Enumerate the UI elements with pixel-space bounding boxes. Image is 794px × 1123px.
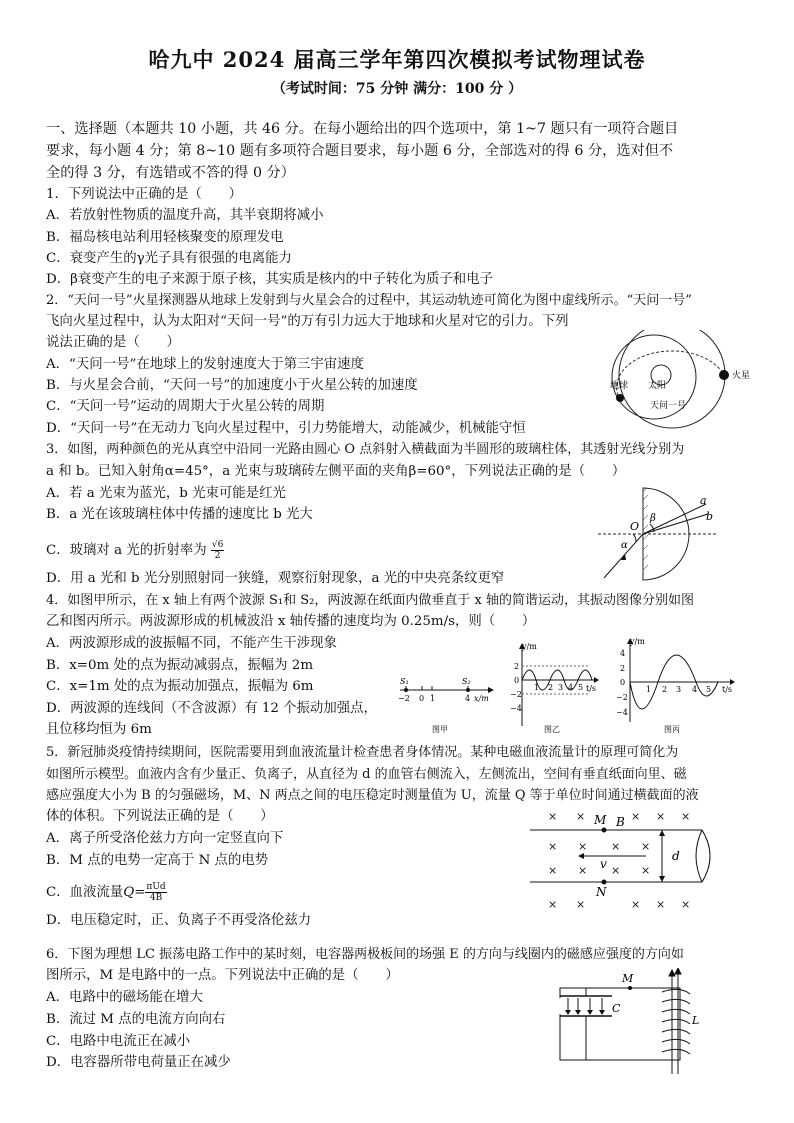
probe-label: 天问一号 bbox=[650, 401, 687, 411]
blood-flowmeter-figure bbox=[526, 810, 721, 916]
exam-subtitle: （考试时间：75 分钟 满分：100 分 ） bbox=[271, 81, 523, 97]
q2-option-c: C．“天问一号”运动的周期大于火星公转的周期 bbox=[46, 399, 325, 414]
q2-option-d: D．“天问一号”在无动力飞向火星过程中，引力势能增大，动能减少，机械能守恒 bbox=[46, 421, 526, 436]
q5-fraction-den: 4B bbox=[149, 893, 163, 903]
sun-label: 太阳 bbox=[648, 381, 667, 391]
svg-text:×: × bbox=[681, 810, 691, 823]
ylabel: y/m bbox=[630, 637, 645, 646]
q3-option-d: D．用 a 光和 b 光分别照射同一狭缝，观察衍射现象，a 光的中央亮条纹更窄 bbox=[46, 571, 505, 586]
q2-stem-line: 2．“天问一号”火星探测器从地球上发射到与火星会合的过程中，其运动轨迹可简化为图中虚线所示。“天问一号” bbox=[46, 293, 692, 308]
svg-text:×: × bbox=[548, 898, 558, 911]
q5-option-c: C．血液流量Q= πUd 4B bbox=[46, 882, 166, 903]
q4-option-b: B．x=0m 处的点为振动减弱点，振幅为 2m bbox=[46, 658, 314, 673]
ytick: −2 bbox=[510, 690, 522, 699]
tick-label: 1 bbox=[430, 694, 436, 703]
q6-stem-line: 图所示，M 是电路中的一点。下列说法中正确的是（ ） bbox=[46, 968, 399, 983]
xtick: 3 bbox=[676, 685, 682, 694]
xtick: 4 bbox=[692, 685, 698, 694]
mars-orbit bbox=[619, 330, 725, 428]
xtick: 2 bbox=[548, 683, 554, 692]
ylabel: y/m bbox=[522, 642, 537, 651]
svg-text:×: × bbox=[578, 864, 588, 877]
alpha-label: α bbox=[621, 540, 628, 551]
svg-text:×: × bbox=[631, 898, 641, 911]
xtick: 2 bbox=[662, 685, 668, 694]
q1-stem: 1．下列说法中正确的是（ ） bbox=[46, 187, 242, 202]
q5-fraction bbox=[145, 882, 166, 903]
caption-jia: 图甲 bbox=[432, 725, 448, 734]
ytick: −4 bbox=[616, 708, 628, 717]
exam-title: 哈九中 2024 届高三学年第四次模拟考试物理试卷 bbox=[148, 47, 646, 72]
svg-text:×: × bbox=[631, 810, 641, 823]
q2-option-a: A．“天问一号”在地球上的发射速度大于第三宇宙速度 bbox=[46, 357, 364, 372]
fig-yi bbox=[500, 640, 600, 736]
field-B-label: B bbox=[616, 815, 625, 829]
point-N-label: N bbox=[596, 885, 607, 899]
q6-stem-line: 6．下图为理想 LC 振荡电路工作中的某时刻，电容器两极板间的场强 E 的方向与线圈内的磁感应强度的方向如 bbox=[46, 947, 684, 962]
svg-text:×: × bbox=[548, 864, 558, 877]
q2-stem-line: 说法正确的是（ ） bbox=[46, 335, 180, 350]
ytick: 0 bbox=[620, 678, 626, 687]
xtick: 3 bbox=[558, 683, 564, 692]
tick-label: −2 bbox=[398, 694, 410, 703]
tick-label: 0 bbox=[419, 694, 425, 703]
q2-option-b: B．与火星会合前，“天问一号”的加速度小于火星公转的加速度 bbox=[46, 378, 418, 393]
q5-option-c-text: C．血液流量 bbox=[46, 885, 124, 900]
q6-option-a: A．电路中的磁场能在增大 bbox=[46, 990, 203, 1005]
q4-option-c: C．x=1m 处的点为振动加强点，振幅为 6m bbox=[46, 679, 314, 694]
svg-text:×: × bbox=[548, 810, 558, 823]
q6-option-c: C．电路中电流正在减小 bbox=[46, 1034, 191, 1049]
xtick: 4 bbox=[568, 683, 574, 692]
ytick: 2 bbox=[620, 664, 626, 673]
q5-stem-line: 如图所示模型。血液内含有少量正、负离子，从直径为 d 的血管右侧流入，左侧流出，空间有垂直纸面向里、磁 bbox=[46, 767, 687, 782]
q3-option-b: B．a 光在该玻璃柱体中传播的速度比 b 光大 bbox=[46, 507, 313, 522]
section-heading-line: 一、选择题（本题共 10 小题，共 46 分。在每小题给出的四个选项中，第 1~7 题只有一项符合题目 bbox=[46, 121, 679, 137]
xtick: 5 bbox=[706, 685, 712, 694]
xlabel: t/s bbox=[722, 685, 733, 694]
point-O-label: O bbox=[630, 520, 640, 533]
svg-text:×: × bbox=[611, 840, 621, 853]
q4-stem-line: 乙和图丙所示。两波源形成的机械波沿 x 轴传播的速度均为 0.25m/s，则（ ） bbox=[46, 614, 536, 629]
q5-stem-line: 5．新冠肺炎疫情持续期间，医院需要用到血液流量计检查患者身体情况。某种电磁血液流量计的原理可简化为 bbox=[46, 745, 679, 760]
ray-b-label: b bbox=[706, 510, 714, 523]
q3-fraction-num: √6 bbox=[211, 540, 224, 550]
caption-bing: 图丙 bbox=[664, 725, 680, 734]
q4-option-d-cont: 且位移均恒为 6m bbox=[46, 722, 152, 737]
ytick: 4 bbox=[620, 649, 626, 658]
svg-text:×: × bbox=[611, 864, 621, 877]
svg-text:×: × bbox=[641, 864, 651, 877]
svg-text:×: × bbox=[576, 810, 586, 823]
refraction-figure bbox=[588, 484, 728, 584]
fig-bing bbox=[608, 636, 738, 736]
svg-text:×: × bbox=[656, 810, 666, 823]
orbit-figure bbox=[606, 330, 756, 440]
ytick: 2 bbox=[514, 662, 520, 671]
svg-text:×: × bbox=[656, 898, 666, 911]
mars-label: 火星 bbox=[732, 371, 751, 381]
ytick: −4 bbox=[510, 704, 522, 713]
xtick: 5 bbox=[578, 683, 584, 692]
axis-label: x/m bbox=[474, 694, 489, 703]
caption-yi: 图乙 bbox=[544, 725, 560, 734]
mars-icon bbox=[719, 370, 729, 380]
section-heading-line: 全的得 3 分，有选错或不答的得 0 分） bbox=[46, 165, 295, 181]
diameter-d-label: d bbox=[672, 849, 680, 863]
fig-jia bbox=[396, 640, 496, 736]
beta-label: β bbox=[650, 513, 656, 524]
earth-icon bbox=[616, 394, 624, 402]
q6-option-d: D．电容器所带电荷量正在减少 bbox=[46, 1055, 231, 1070]
svg-text:×: × bbox=[548, 840, 558, 853]
q4-option-d: D．两波源的连线间（不含波源）有 12 个振动加强点， bbox=[46, 701, 377, 716]
svg-text:×: × bbox=[578, 840, 588, 853]
q1-option-a: A．若放射性物质的温度升高，其半衰期将减小 bbox=[46, 208, 324, 223]
q3-option-c-text: C．玻璃对 a 光的折射率为 bbox=[46, 543, 207, 558]
q3-fraction-den: 2 bbox=[214, 551, 221, 561]
q6-option-b: B．流过 M 点的电流方向向右 bbox=[46, 1012, 226, 1027]
q1-option-d: D．β衰变产生的电子来源于原子核，其实质是核内的中子转化为质子和电子 bbox=[46, 272, 493, 287]
q1-option-c: C．衰变产生的γ光子具有很强的电离能力 bbox=[46, 251, 292, 266]
ray-a-label: a bbox=[700, 494, 707, 507]
q5-stem-line: 感应强度大小为 B 的匀强磁场，M、N 两点之间的电压稳定时测量值为 U，流量 Q 等于单位时间通过横截面的液 bbox=[46, 788, 699, 803]
q1-option-b: B．福岛核电站利用轻核聚变的原理发电 bbox=[46, 230, 284, 245]
q5-stem-line: 体的体积。下列说法正确的是（ ） bbox=[46, 809, 274, 824]
xlabel: t/s bbox=[586, 684, 597, 693]
xtick: 1 bbox=[646, 685, 652, 694]
q3-option-a: A．若 a 光束为蓝光，b 光束可能是红光 bbox=[46, 486, 286, 501]
s1-label: S₁ bbox=[400, 677, 409, 686]
tick-label: 4 bbox=[465, 694, 471, 703]
velocity-v-label: v bbox=[600, 857, 607, 871]
q2-stem-line: 飞向火星过程中，认为太阳对“天问一号”的万有引力远大于地球和火星对它的引力。下列 bbox=[46, 314, 569, 329]
q4-option-a: A．两波源形成的波振幅不同，不能产生干涉现象 bbox=[46, 636, 337, 651]
lc-circuit-figure bbox=[550, 968, 710, 1080]
ytick: −2 bbox=[616, 693, 628, 702]
q3-stem-line: 3．如图，两种颜色的光从真空中沿同一光路由圆心 O 点斜射入横截面为半圆形的玻璃柱体，其透射光线分别为 bbox=[46, 442, 685, 457]
svg-text:×: × bbox=[681, 898, 691, 911]
s2-label: S₂ bbox=[462, 677, 471, 686]
point-M-label: M bbox=[622, 972, 634, 985]
q3-option-c bbox=[46, 540, 224, 561]
inductor-L-label: L bbox=[692, 1014, 700, 1027]
svg-text:×: × bbox=[576, 898, 586, 911]
section-heading-line: 要求，每小题 4 分；第 8~10 题有多项符合题目要求，每小题 6 分，全部选对的得 6 分，选对但不 bbox=[46, 143, 674, 159]
q5-option-b: B．M 点的电势一定高于 N 点的电势 bbox=[46, 853, 269, 868]
q5-option-d: D．电压稳定时，正、负离子不再受洛伦兹力 bbox=[46, 913, 312, 928]
q4-stem-line: 4．如图甲所示，在 x 轴上有两个波源 S₁和 S₂，两波源在纸面内做垂直于 x 轴的简谐运动，其振动图像分别如图 bbox=[46, 593, 694, 608]
q3-fraction bbox=[211, 540, 224, 561]
svg-text:×: × bbox=[641, 840, 651, 853]
earth-label: 地球 bbox=[610, 381, 629, 391]
xtick: 1 bbox=[534, 683, 540, 692]
point-M-label: M bbox=[594, 813, 607, 827]
q3-stem-line: a 和 b。已知入射角α=45°，a 光束与玻璃砖左侧平面的夹角β=60°，下列说法正确的是（ ） bbox=[46, 464, 626, 479]
q5-option-a: A．离子所受洛伦兹力方向一定竖直向下 bbox=[46, 831, 284, 846]
q5-fraction-num: πUd bbox=[146, 882, 166, 892]
capacitor-C-label: C bbox=[612, 1002, 621, 1015]
ytick: 0 bbox=[514, 676, 520, 685]
